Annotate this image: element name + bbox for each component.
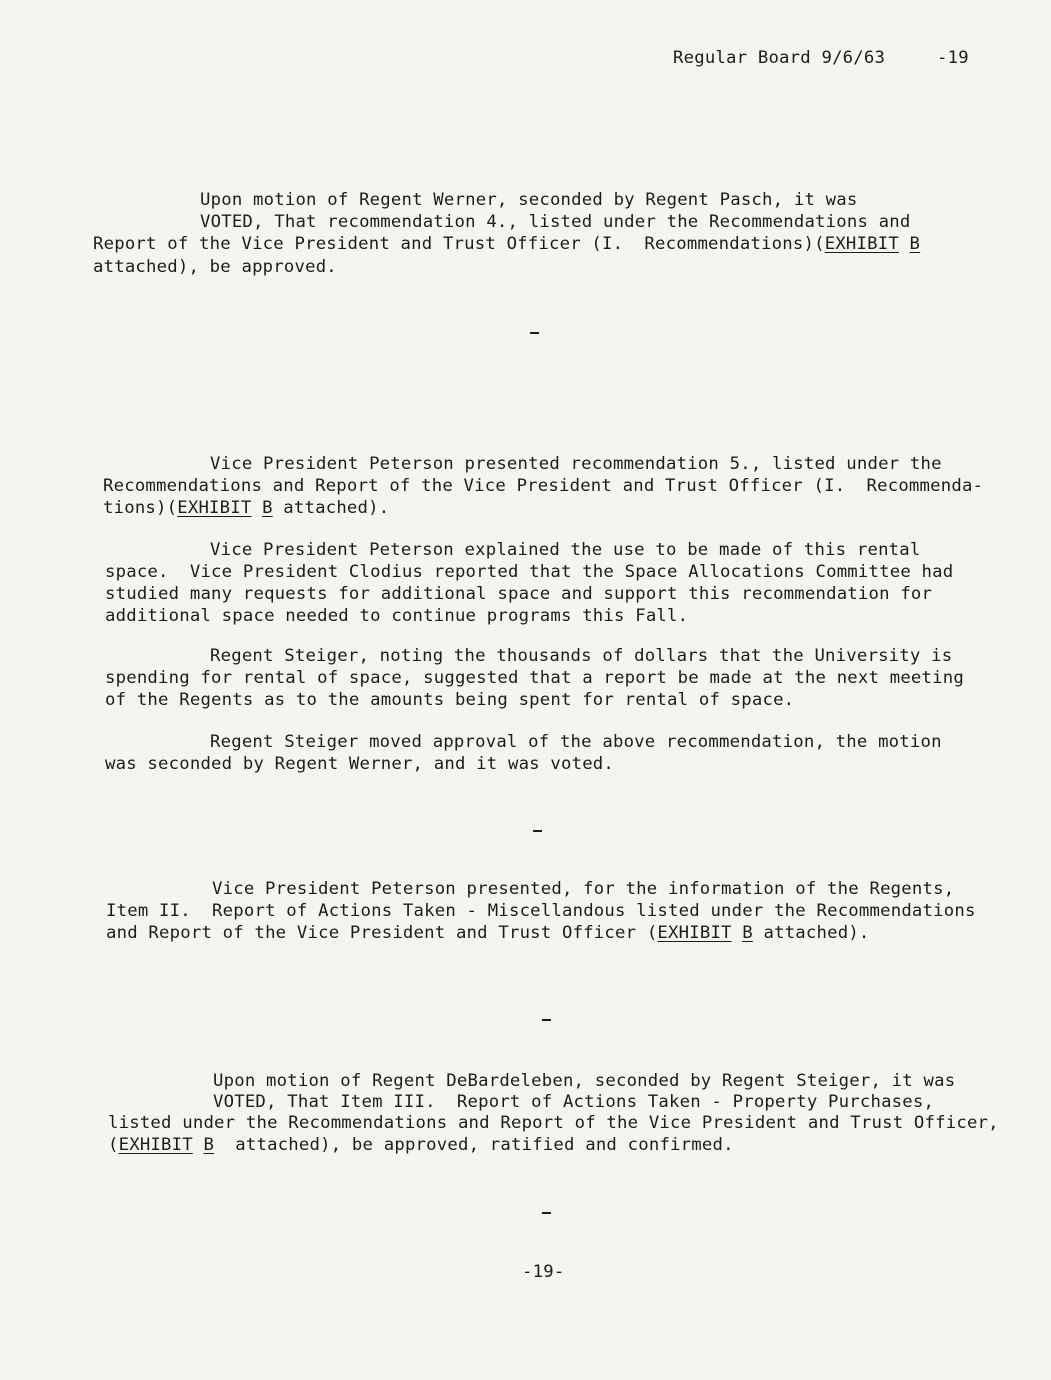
exhibit-reference: EXHIBIT (657, 923, 732, 943)
separator-dash (542, 1019, 551, 1021)
text-line: spending for rental of space, suggested that a report be made at the next meeting (105, 668, 964, 688)
header-page-ref: -19 (937, 48, 969, 68)
separator-dash (542, 1212, 551, 1214)
text-line: studied many requests for additional space and support this recommendation for (105, 584, 933, 604)
text-line: VOTED, That Item III. Report of Actions Taken - Property Purchases, (213, 1092, 935, 1112)
exhibit-letter: B (203, 1135, 215, 1155)
text-segment: attached), be approved, ratified and confirmed. (214, 1135, 734, 1155)
text-segment: attached). (272, 498, 390, 518)
exhibit-letter: B (262, 498, 273, 518)
text-line: Regent Steiger, noting the thousands of dollars that the University is (210, 646, 953, 666)
header-title: Regular Board 9/6/63 (673, 48, 886, 68)
text-line (106, 922, 870, 944)
text-line (93, 233, 920, 255)
text-line (103, 497, 389, 519)
text-segment: Report of the Vice President and Trust Officer (I. Recommendations)( (93, 234, 825, 254)
separator-dash (530, 332, 539, 334)
text-line: Recommendations and Report of the Vice President and Trust Officer (I. Recommenda- (103, 476, 984, 496)
text-line: was seconded by Regent Werner, and it was voted. (105, 754, 615, 774)
text-line: Regent Steiger moved approval of the above recommendation, the motion (210, 732, 942, 752)
text-line: Item II. Report of Actions Taken - Miscellandous listed under the Recommendations (106, 901, 976, 921)
text-line: Vice President Peterson presented recommendation 5., listed under the (210, 454, 942, 474)
separator-dash (533, 830, 542, 832)
text-segment: tions)( (103, 498, 178, 518)
text-line: space. Vice President Clodius reported that the Space Allocations Committee had (105, 562, 954, 582)
exhibit-reference: EXHIBIT (118, 1135, 193, 1155)
text-line: attached), be approved. (93, 257, 337, 277)
exhibit-letter: B (742, 923, 753, 943)
exhibit-reference: EXHIBIT (824, 234, 899, 254)
text-line: Vice President Peterson presented, for the information of the Regents, (212, 879, 955, 899)
exhibit-reference: EXHIBIT (177, 498, 252, 518)
text-line: listed under the Recommendations and Report of the Vice President and Trust Officer, (108, 1113, 999, 1133)
text-segment: ( (108, 1135, 119, 1155)
text-line (108, 1134, 734, 1156)
text-line: Upon motion of Regent Werner, seconded by Regent Pasch, it was (200, 190, 858, 210)
text-line: additional space needed to continue programs this Fall. (105, 606, 689, 626)
text-line: VOTED, That recommendation 4., listed under the Recommendations and (200, 212, 911, 232)
text-segment: attached). (752, 923, 870, 943)
text-line: Vice President Peterson explained the use to be made of this rental (210, 540, 921, 560)
text-line: Upon motion of Regent DeBardeleben, seconded by Regent Steiger, it was (213, 1071, 956, 1091)
text-segment: and Report of the Vice President and Trust Officer ( (106, 923, 658, 943)
text-line: of the Regents as to the amounts being spent for rental of space. (105, 690, 795, 710)
exhibit-letter: B (909, 234, 921, 254)
page-number: -19- (522, 1262, 565, 1282)
